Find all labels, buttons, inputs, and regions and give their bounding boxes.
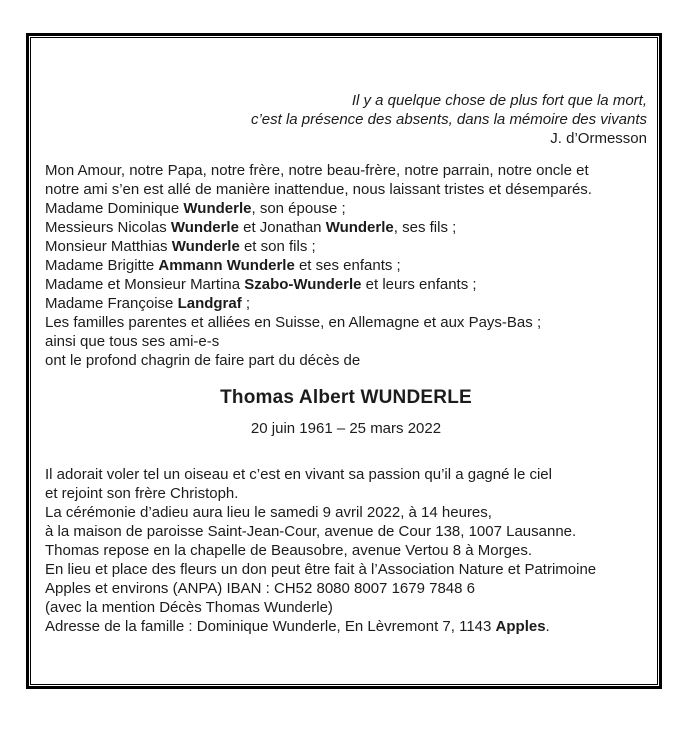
- epigraph-line-1: Il y a quelque chose de plus fort que la mort,: [351, 92, 647, 109]
- text-line: [45, 522, 647, 541]
- text-segment: ainsi que tous ses ami-e-s: [45, 333, 220, 350]
- text-line: [45, 218, 647, 237]
- text-segment: Mon Amour, notre Papa, notre frère, notre beau-frère, notre parrain, notre oncle et: [45, 162, 589, 179]
- text-line: [45, 256, 647, 275]
- text-segment: et leurs enfants ;: [361, 276, 477, 293]
- epigraph-line-2: c’est la présence des absents, dans la mémoire des vivants: [250, 111, 647, 128]
- text-segment: et Jonathan: [238, 219, 326, 236]
- text-segment-bold: Wunderle: [170, 219, 239, 236]
- text-segment-bold: Landgraf: [177, 295, 242, 312]
- text-line: [45, 180, 647, 199]
- text-segment: Les familles parentes et alliées en Suisse, en Allemagne et aux Pays-Bas ;: [45, 314, 542, 331]
- text-segment-bold: Ammann Wunderle: [158, 257, 295, 274]
- text-segment: Apples et environs (ANPA) IBAN : CH52 8080 8007 1679 7848 6: [45, 580, 475, 597]
- text-segment: , son épouse ;: [251, 200, 346, 217]
- epigraph: [45, 91, 647, 148]
- text-line: [45, 161, 647, 180]
- text-line: [45, 237, 647, 256]
- text-line: [45, 560, 647, 579]
- text-segment-bold: Wunderle: [325, 219, 394, 236]
- text-line: [45, 579, 647, 598]
- text-line: [45, 484, 647, 503]
- text-segment: Monsieur Matthias: [45, 238, 172, 255]
- life-dates: 20 juin 1961 – 25 mars 2022: [250, 420, 442, 437]
- text-segment: Madame Françoise: [45, 295, 178, 312]
- text-line: [45, 541, 647, 560]
- text-line: [45, 275, 647, 294]
- text-segment-bold: Wunderle: [183, 200, 252, 217]
- text-segment: En lieu et place des fleurs un don peut être fait à l’Association Nature et Patrimoine: [45, 561, 597, 578]
- text-segment: La cérémonie d’adieu aura lieu le samedi 9 avril 2022, à 14 heures,: [45, 504, 492, 521]
- text-segment: , ses fils ;: [393, 219, 457, 236]
- text-segment: Il adorait voler tel un oiseau et c’est en vivant sa passion qu’il a gagné le ciel: [45, 466, 552, 483]
- text-line: [45, 598, 647, 617]
- text-segment: (avec la mention Décès Thomas Wunderle): [45, 599, 333, 616]
- text-segment: et ses enfants ;: [294, 257, 401, 274]
- text-segment: Messieurs Nicolas: [45, 219, 171, 236]
- ceremony-details: [45, 465, 647, 636]
- text-segment: Madame Dominique: [45, 200, 184, 217]
- text-segment-bold: Szabo-Wunderle: [244, 276, 362, 293]
- text-line: [45, 351, 647, 370]
- inner-border-frame: [30, 37, 658, 685]
- text-segment: Adresse de la famille : Dominique Wunderle, En Lèvremont 7, 1143: [45, 618, 496, 635]
- epigraph-attribution: J. d’Ormesson: [550, 130, 647, 147]
- text-segment: et rejoint son frère Christoph.: [45, 485, 239, 502]
- text-line: [45, 294, 647, 313]
- outer-border-frame: [26, 33, 662, 689]
- text-segment: à la maison de paroisse Saint-Jean-Cour, avenue de Cour 138, 1007 Lausanne.: [45, 523, 577, 540]
- text-segment: Thomas repose en la chapelle de Beausobre, avenue Vertou 8 à Morges.: [45, 542, 532, 559]
- text-segment: Madame et Monsieur Martina: [45, 276, 245, 293]
- text-segment: Madame Brigitte: [45, 257, 159, 274]
- text-line: [45, 617, 647, 636]
- text-line: [45, 313, 647, 332]
- text-segment: ;: [241, 295, 251, 312]
- text-segment: et son fils ;: [239, 238, 316, 255]
- text-segment-bold: Wunderle: [171, 238, 240, 255]
- text-line: [45, 199, 647, 218]
- text-segment: .: [545, 618, 550, 635]
- announcement-text: [45, 161, 647, 370]
- text-line: [45, 332, 647, 351]
- deceased-name: Thomas Albert WUNDERLE: [220, 387, 472, 408]
- text-line: [45, 465, 647, 484]
- text-line: [45, 503, 647, 522]
- text-segment: ont le profond chagrin de faire part du décès de: [45, 352, 361, 369]
- text-segment: notre ami s’en est allé de manière inattendue, nous laissant tristes et désemparés.: [45, 181, 592, 198]
- text-segment-bold: Apples: [495, 618, 546, 635]
